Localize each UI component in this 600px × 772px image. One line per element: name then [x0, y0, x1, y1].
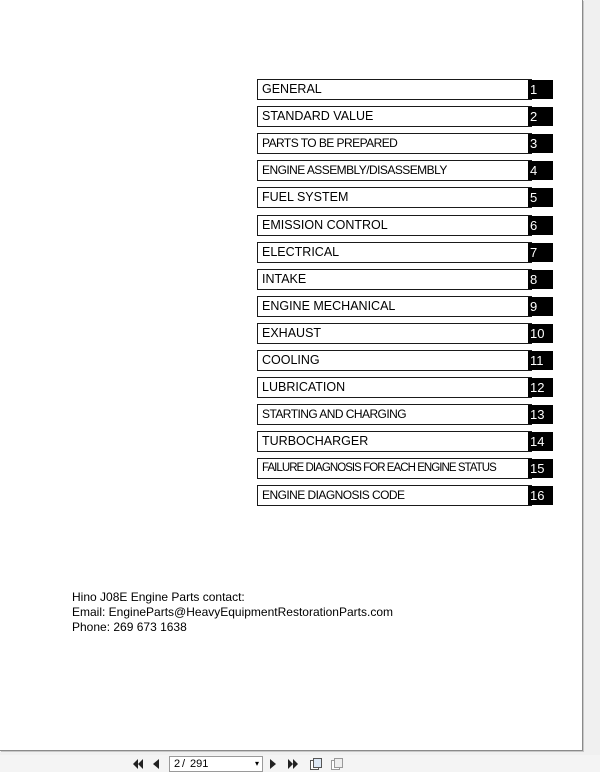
page-number-field[interactable] — [169, 756, 263, 772]
contact-title: Hino J08E Engine Parts contact: — [72, 590, 245, 604]
toc-label: ENGINE DIAGNOSIS CODE — [257, 485, 532, 506]
toc-tab-number: 1 — [528, 80, 553, 99]
toc-tab-number: 8 — [528, 270, 553, 289]
first-page-icon[interactable] — [131, 757, 145, 771]
current-page: 2 — [174, 758, 181, 770]
toc-label: ENGINE ASSEMBLY/DISASSEMBLY — [257, 160, 532, 181]
toc-row[interactable] — [257, 269, 553, 290]
toc-tab-number: 6 — [528, 216, 553, 235]
fit-width-icon[interactable] — [330, 757, 344, 771]
toc-label: ELECTRICAL — [257, 242, 532, 263]
toc-row[interactable] — [257, 215, 553, 236]
toc-row[interactable] — [257, 133, 553, 154]
toc-row[interactable] — [257, 160, 553, 181]
toc-label: FAILURE DIAGNOSIS FOR EACH ENGINE STATUS — [257, 458, 532, 479]
previous-page-icon[interactable] — [151, 757, 161, 771]
chevron-down-icon[interactable]: ▾ — [254, 759, 259, 768]
next-page-icon[interactable] — [268, 757, 278, 771]
toc-tab-number: 2 — [528, 107, 553, 126]
toc-row[interactable] — [257, 242, 553, 263]
contact-email: Email: EngineParts@HeavyEquipmentRestorationParts.com — [72, 605, 393, 619]
toc-label: STANDARD VALUE — [257, 106, 532, 127]
toc-row[interactable] — [257, 485, 553, 506]
pdf-navigation-toolbar — [0, 755, 600, 772]
toc-label: LUBRICATION — [257, 377, 532, 398]
toc-label: PARTS TO BE PREPARED — [257, 133, 532, 154]
toc-row[interactable] — [257, 458, 553, 479]
page-separator: / — [182, 758, 186, 770]
toc-label: TURBOCHARGER — [257, 431, 532, 452]
toc-label: EMISSION CONTROL — [257, 215, 532, 236]
toc-row[interactable] — [257, 323, 553, 344]
toc-tab-number: 13 — [528, 405, 553, 424]
toc-label: FUEL SYSTEM — [257, 187, 532, 208]
toc-row[interactable] — [257, 296, 553, 317]
toc-label: EXHAUST — [257, 323, 532, 344]
toc-row[interactable] — [257, 377, 553, 398]
toc-tab-number: 3 — [528, 134, 553, 153]
fit-page-icon[interactable] — [309, 757, 323, 771]
toc-row[interactable] — [257, 106, 553, 127]
toc-tab-number: 11 — [528, 351, 553, 370]
toc-label: INTAKE — [257, 269, 532, 290]
toc-label: COOLING — [257, 350, 532, 371]
toc-tab-number: 7 — [528, 243, 553, 262]
total-pages: 291 — [190, 758, 209, 770]
toc-tab-number: 14 — [528, 432, 553, 451]
toc-tab-number: 9 — [528, 297, 553, 316]
toc-label: ENGINE MECHANICAL — [257, 296, 532, 317]
toc-tab-number: 4 — [528, 161, 553, 180]
toc-tab-number: 5 — [528, 188, 553, 207]
toc-row[interactable] — [257, 187, 553, 208]
toc-label: GENERAL — [257, 79, 532, 100]
toc-tab-number: 15 — [528, 459, 553, 478]
toc-row[interactable] — [257, 404, 553, 425]
toc-tab-number: 16 — [528, 486, 553, 505]
contact-info — [72, 590, 393, 635]
last-page-icon[interactable] — [286, 757, 300, 771]
toc-row[interactable] — [257, 431, 553, 452]
toc-row[interactable] — [257, 350, 553, 371]
toc-row[interactable] — [257, 79, 553, 100]
contact-phone: Phone: 269 673 1638 — [72, 620, 187, 634]
toc-label: STARTING AND CHARGING — [257, 404, 532, 425]
toc-tab-number: 12 — [528, 378, 553, 397]
toc-tab-number: 10 — [528, 324, 553, 343]
